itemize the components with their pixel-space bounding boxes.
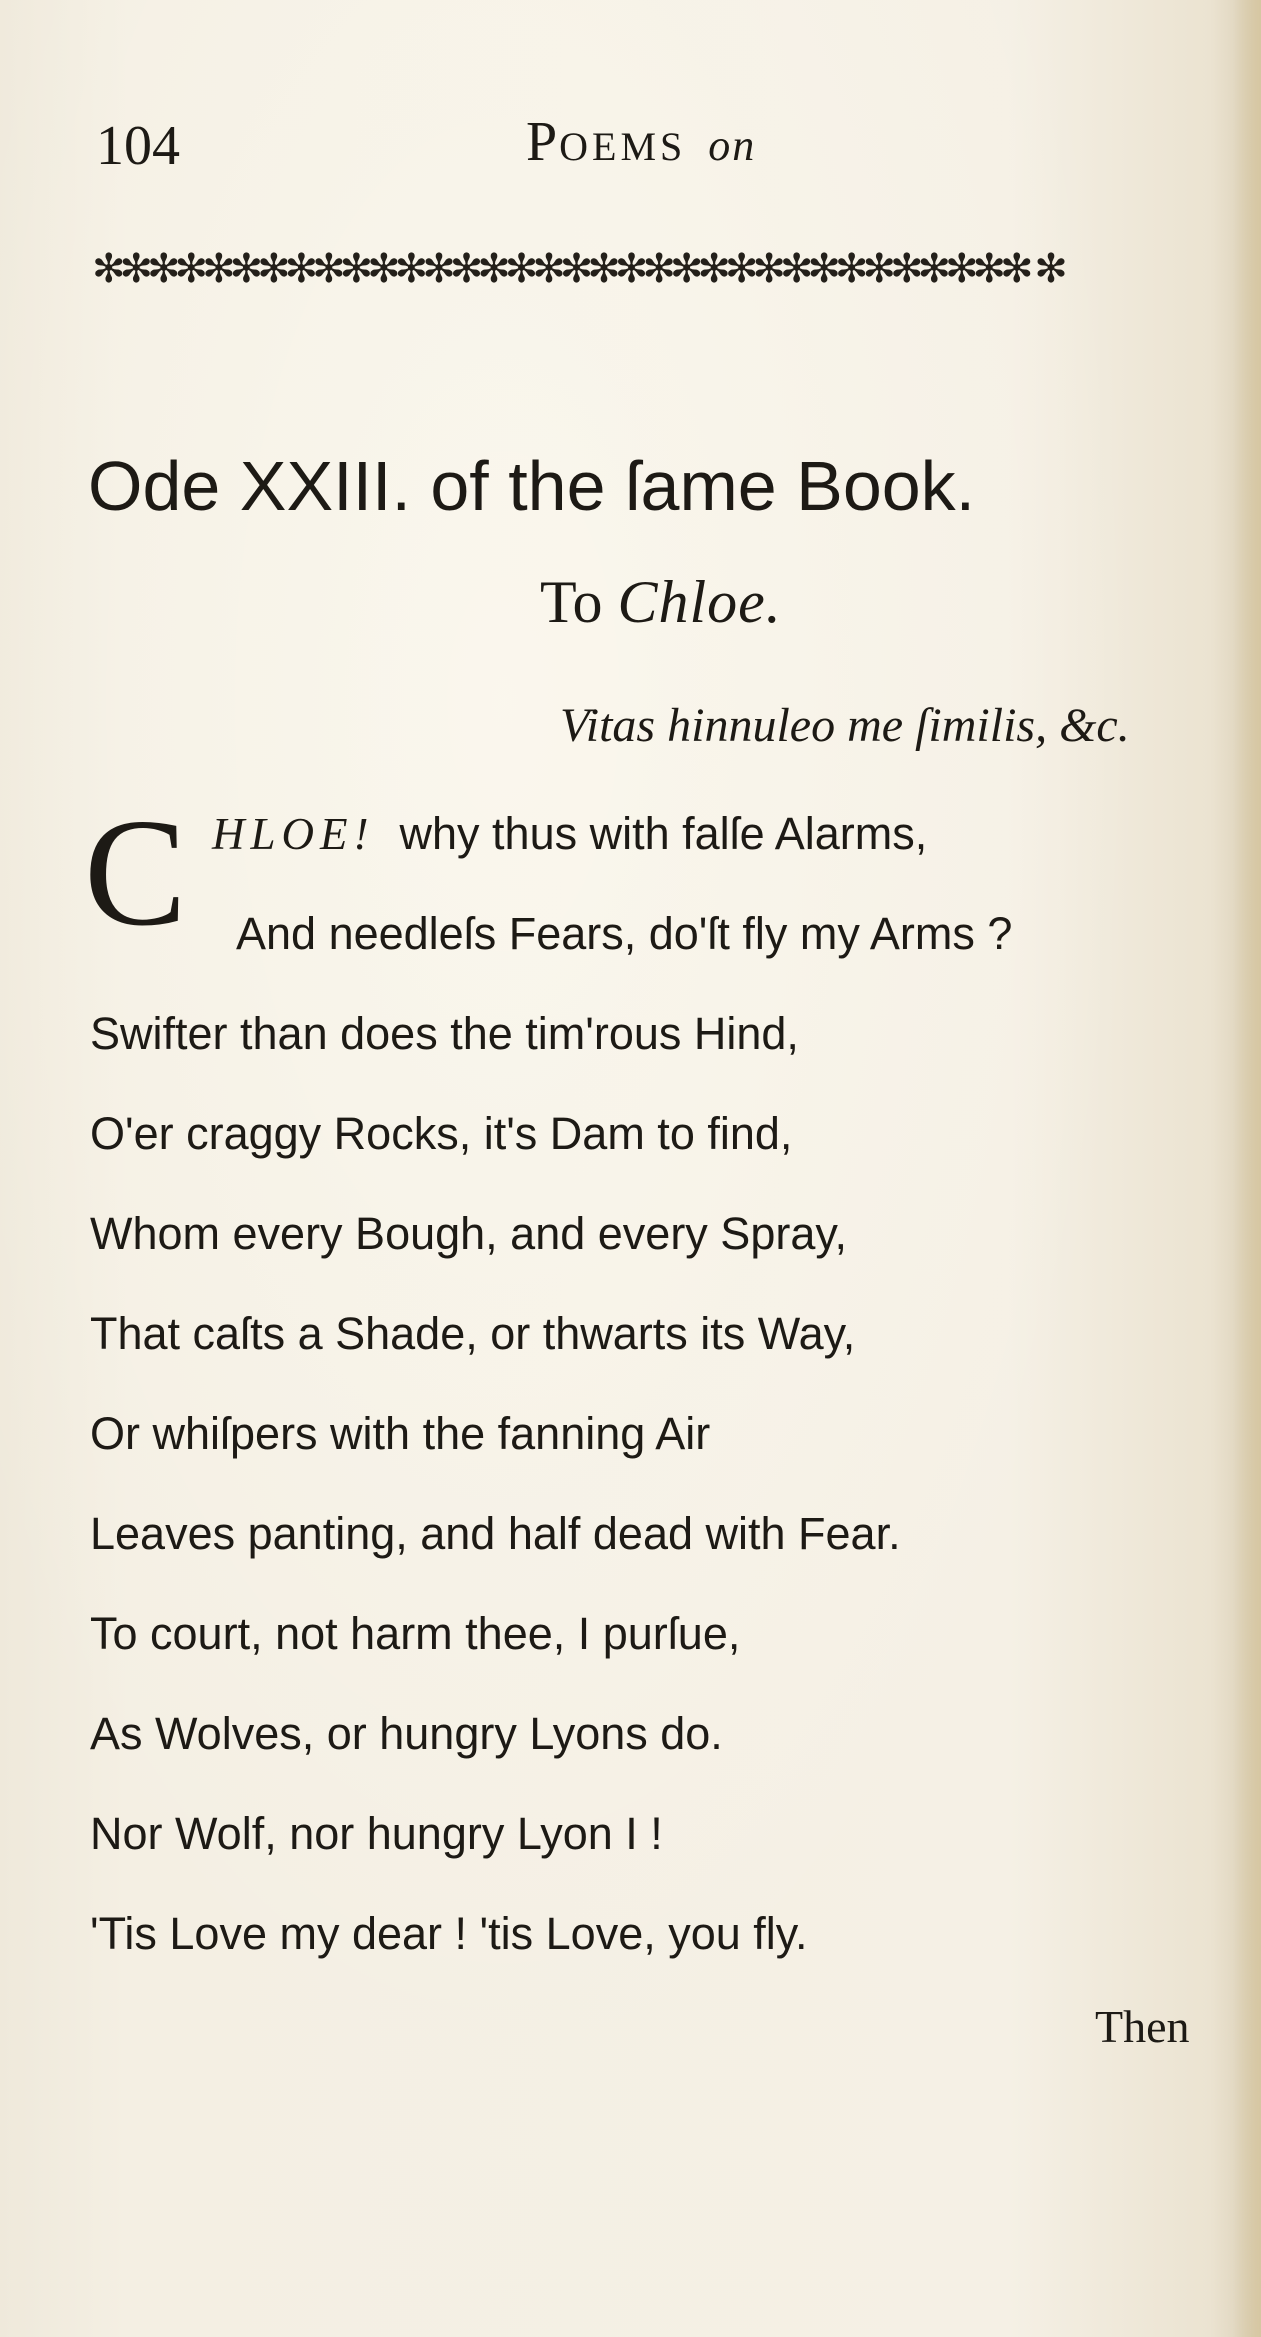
poem-line: 'Tis Love my dear ! 'tis Love, you fly. [90, 1908, 808, 1959]
page-gutter-shadow [1233, 0, 1261, 2337]
poem-line: Whom every Bough, and every Spray, [90, 1208, 848, 1259]
running-title-smallcaps: OEMS [559, 124, 687, 169]
poem-line: Leaves panting, and half dead with Fear. [90, 1508, 901, 1559]
ornament-border: ✻✻✻✻✻✻✻✻✻✻✻✻✻✻✻✻✻✻✻✻✻✻✻✻✻✻✻✻✻✻✻✻✻✻ ✻ [92, 246, 1062, 292]
poem-line: Nor Wolf, nor hungry Lyon I ! [90, 1808, 663, 1859]
poem-line-text: why thus with falſe Alarms, [399, 808, 928, 859]
latin-incipit: Vitas hinnuleo me ſimilis, &c. [560, 699, 1130, 752]
poem-line: O'er craggy Rocks, it's Dam to find, [90, 1108, 793, 1159]
running-title-italic: on [708, 121, 757, 170]
poem-line: Swifter than does the tim'rous Hind, [90, 1008, 799, 1059]
ode-title: Ode XXIII. of the ſame Book. [88, 447, 976, 525]
dedication-addressee: Chloe. [617, 569, 782, 635]
poem-line: Or whiſpers with the fanning Air [90, 1408, 711, 1459]
poem-line: As Wolves, or hungry Lyons do. [90, 1708, 723, 1759]
poem-line: That caſts a Shade, or thwarts its Way, [90, 1308, 856, 1359]
poem-line: And needleſs Fears, do'ſt fly my Arms ? [236, 908, 1013, 959]
poem-first-word: HLOE! [212, 809, 375, 859]
running-title-initial: P [526, 111, 560, 173]
poem-line: To court, not harm thee, I purſue, [90, 1608, 741, 1659]
drop-cap: C [84, 788, 187, 958]
dedication [540, 568, 782, 637]
running-head [88, 108, 1208, 178]
catchword: Then [1095, 2001, 1190, 2052]
running-title [526, 110, 756, 174]
page-number: 104 [96, 115, 180, 177]
dedication-to: To [540, 569, 603, 635]
poem-line [212, 808, 927, 860]
